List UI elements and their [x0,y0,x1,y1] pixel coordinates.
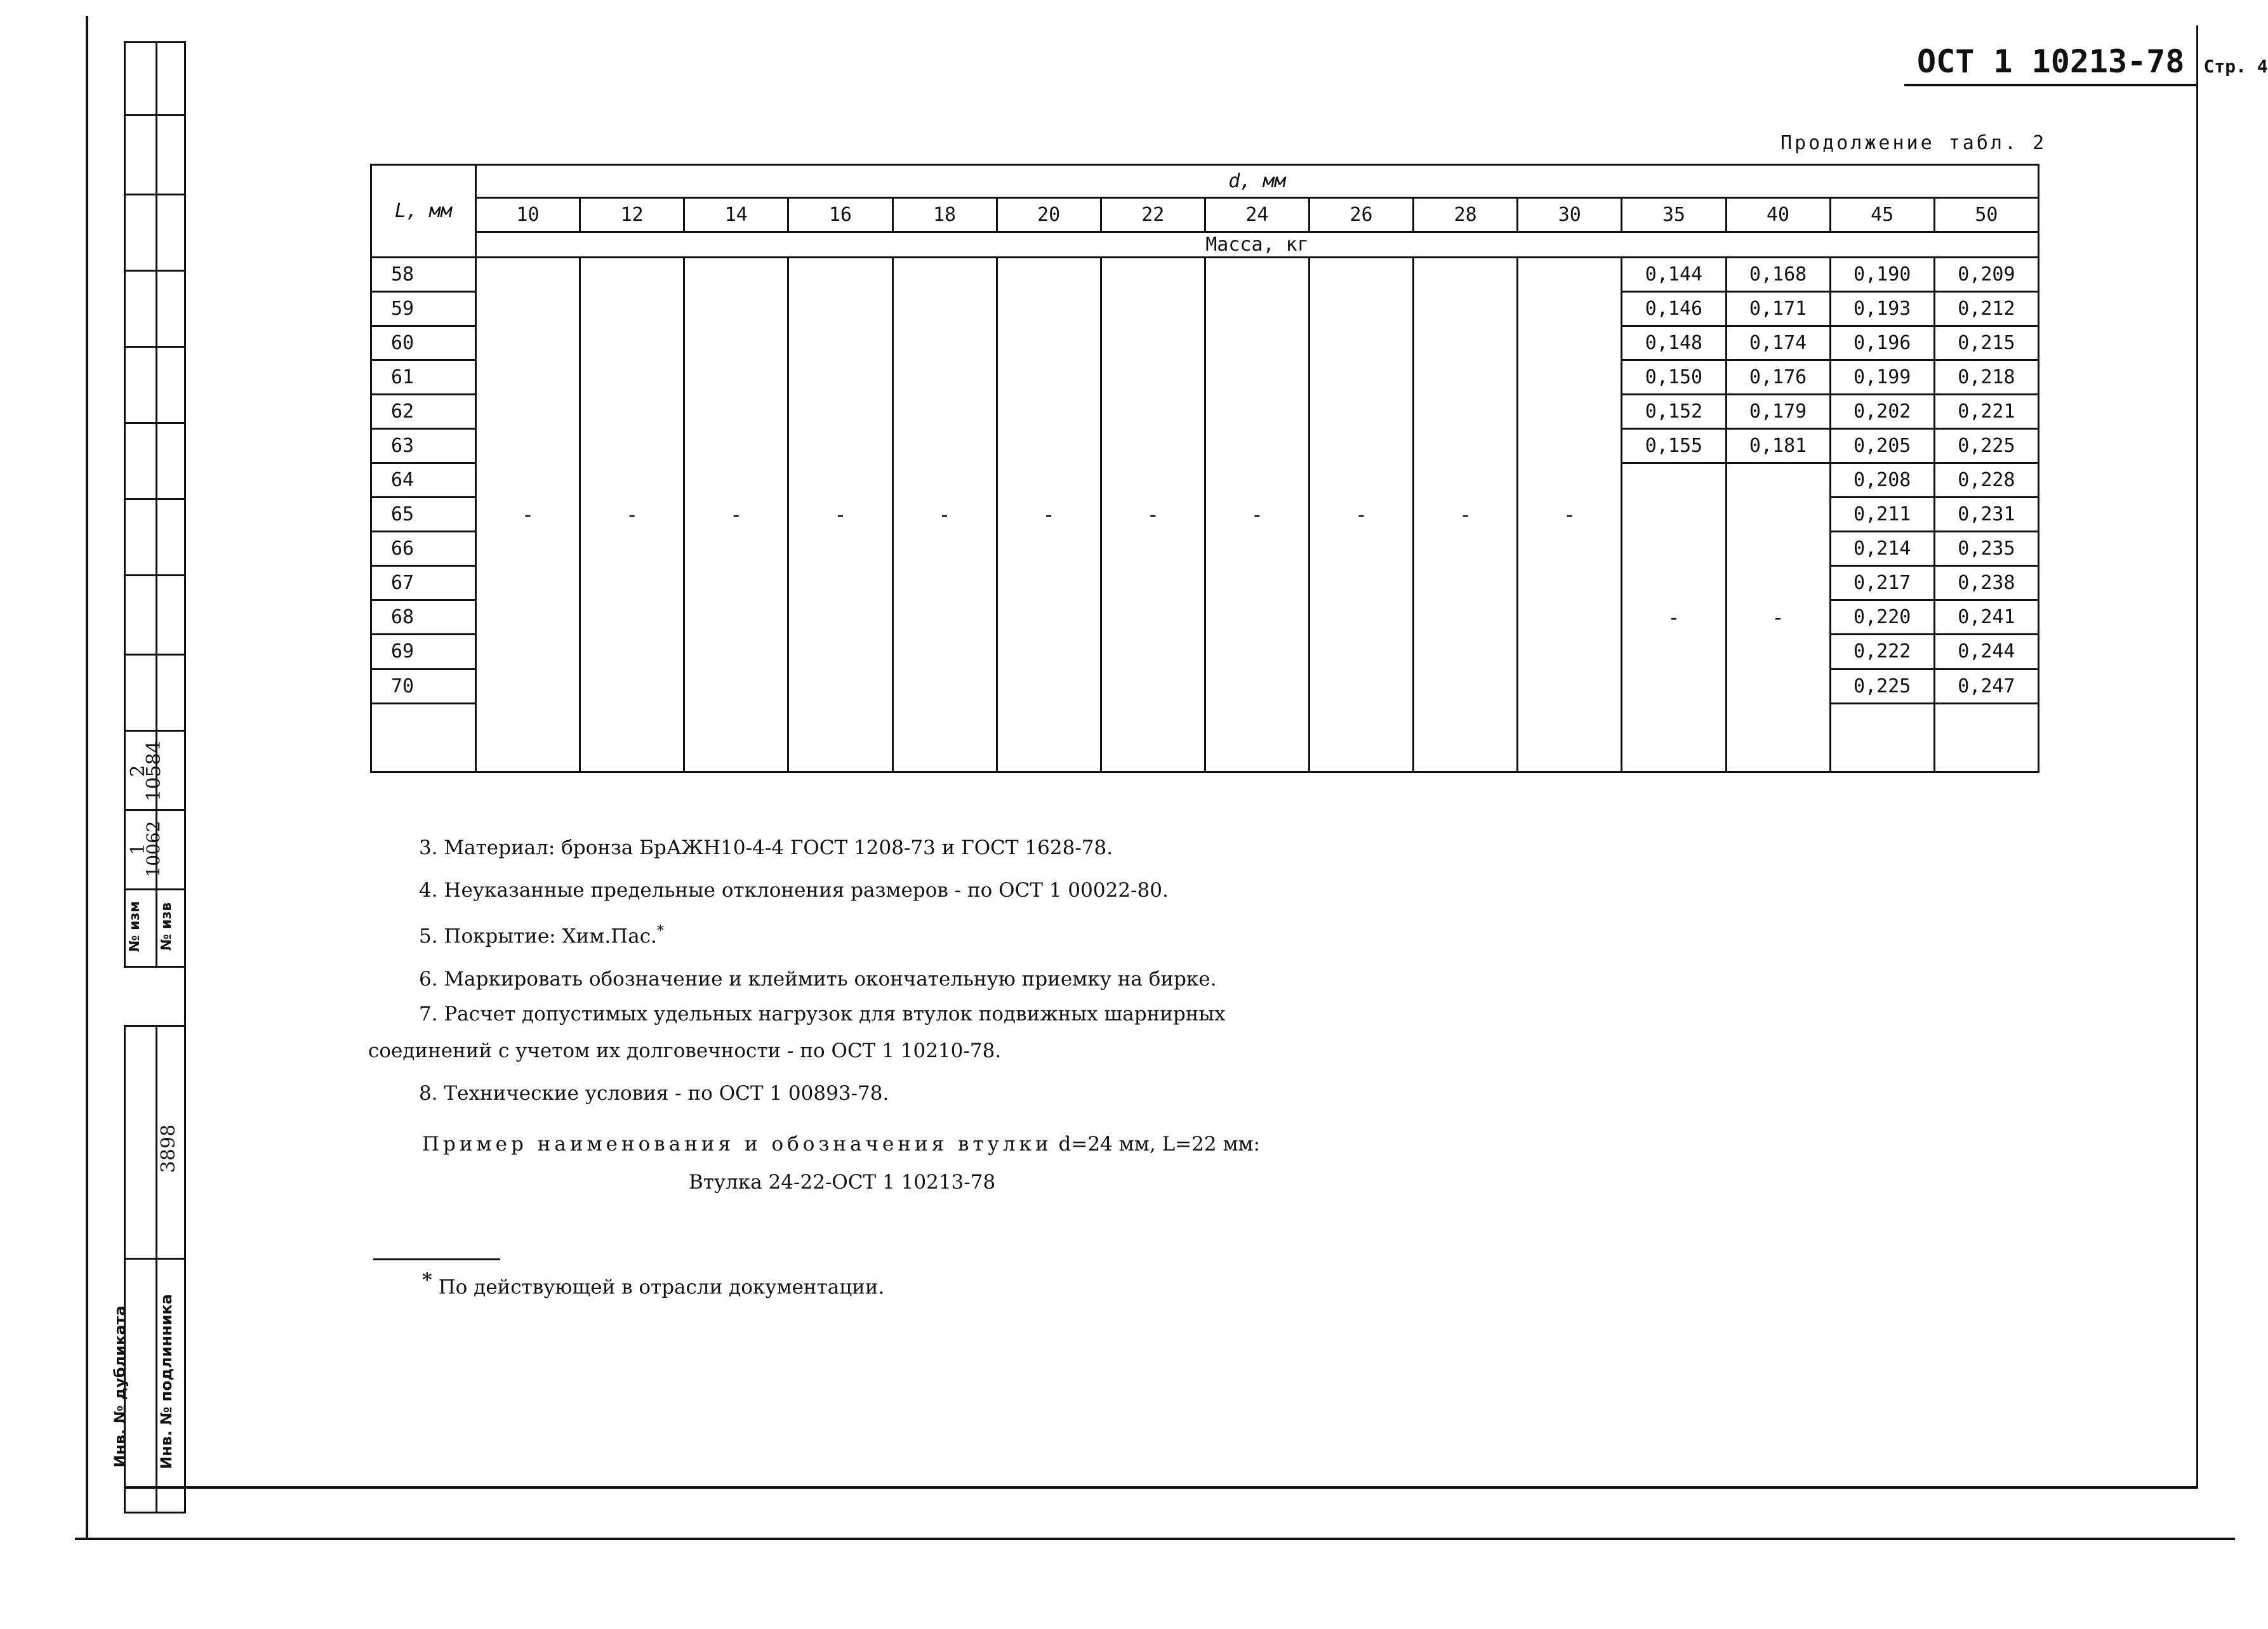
page-label: Стр. 4 [2203,56,2268,77]
mass-value: 0,144 [1622,257,1726,291]
mass-table [370,164,2039,773]
frame-inner-right [2196,25,2198,1488]
table-caption: Продолжение табл. 2 [1781,132,2047,154]
d-value: 22 [1101,198,1205,232]
l-value: 64 [371,463,476,498]
note-5-mark: * [656,923,664,939]
stamp-row-8 [124,654,185,656]
d-value: 16 [788,198,892,232]
dash-cell: - [1310,257,1414,772]
d-value: 24 [1205,198,1309,232]
footnote [422,1269,884,1298]
stamp-row-1 [124,114,185,116]
stamp-row-5 [124,422,185,424]
mass-value: 0,241 [1934,600,2038,635]
inventory-number: 3898 [157,1124,180,1173]
duplicate-inv-label: Инв. № дубликата [111,1305,129,1468]
note-6: 6. Маркировать обозначение и клеймить окончательную приемку на бирке. [419,968,1217,991]
mass-value: 0,152 [1622,394,1726,428]
d-header: d, мм [476,165,2039,198]
note-4: 4. Неуказанные предельные отклонения размеров - по ОСТ 1 00022-80. [419,879,1169,902]
rev-label: № изм [127,900,143,953]
l-value: 66 [371,532,476,566]
d-value: 28 [1414,198,1518,232]
d-value: 40 [1726,198,1830,232]
dash-cell: - [1205,257,1309,772]
mass-value: 0,171 [1726,291,1830,326]
mass-value: 0,150 [1622,360,1726,394]
l-value: 58 [371,257,476,291]
notice-number-2: 10584 [143,741,165,801]
empty-cell [1934,703,2038,772]
mass-value: 0,215 [1934,326,2038,360]
d-value: 35 [1622,198,1726,232]
stamp-row-11 [124,888,185,890]
dash-cell: - [997,257,1101,772]
example-params: d=24 мм, L=22 мм: [1058,1133,1261,1156]
dash-cell: - [1101,257,1205,772]
mass-value: 0,214 [1830,532,1934,566]
note-5-text: 5. Покрытие: Хим.Пас. [419,925,657,948]
empty-cell [1830,703,1934,772]
stamp-row-4 [124,346,185,348]
stamp-row-2 [124,194,185,195]
dash-cell: - [684,257,788,772]
mass-value: 0,221 [1934,394,2038,428]
mass-header: Масса, кг [476,232,2039,258]
l-value: 63 [371,428,476,463]
mass-value: 0,228 [1934,463,2038,498]
example-line [422,1133,1260,1156]
dash-cell: - [788,257,892,772]
mass-value: 0,199 [1830,360,1934,394]
mass-value: 0,217 [1830,566,1934,600]
stamp-row-6 [124,498,185,500]
mass-value: 0,193 [1830,291,1934,326]
frame-left-outer [86,16,88,1539]
mass-value: 0,179 [1726,394,1830,428]
note-8: 8. Технические условия - по ОСТ 1 00893-78. [419,1082,889,1105]
mass-value: 0,181 [1726,428,1830,463]
stamp-row-12 [124,966,185,968]
mass-value: 0,196 [1830,326,1934,360]
l-value: 65 [371,498,476,532]
l-value: 68 [371,600,476,635]
note-5 [419,923,664,947]
stamp-top [124,41,185,43]
l-header: L, мм [371,165,476,258]
stamp-col-left [124,41,126,968]
rev-number-2: 2 [127,765,149,777]
mass-value: 0,238 [1934,566,2038,600]
d-value: 20 [997,198,1101,232]
mass-value: 0,244 [1934,635,2038,669]
mass-value: 0,225 [1830,669,1934,703]
mass-value: 0,176 [1726,360,1830,394]
mass-value: 0,231 [1934,498,2038,532]
mass-value: 0,218 [1934,360,2038,394]
l-value: 62 [371,394,476,428]
lower-stamp-divider [124,1258,185,1260]
mass-value: 0,146 [1622,291,1726,326]
d-value: 12 [580,198,684,232]
dash-cell: - [892,257,997,772]
dash-cell: - [1622,463,1726,772]
mass-value: 0,247 [1934,669,2038,703]
dash-cell: - [1414,257,1518,772]
dash-cell: - [580,257,684,772]
dash-cell: - [476,257,580,772]
stamp-row-3 [124,270,185,272]
d-value: 30 [1518,198,1622,232]
dash-cell: - [1518,257,1622,772]
original-inv-label: Инв. № подлинника [157,1294,175,1469]
dash-cell: - [1726,463,1830,772]
d-value: 26 [1310,198,1414,232]
rev-number-1: 1 [127,843,149,855]
l-value: 70 [371,669,476,703]
d-value: 10 [476,198,580,232]
mass-value: 0,212 [1934,291,2038,326]
note-7b: соединений с учетом их долговечности - по ОСТ 1 10210-78. [368,1039,1002,1062]
frame-bottom-outer [75,1538,2235,1540]
frame-inner-bottom [124,1486,2198,1489]
mass-value: 0,235 [1934,532,2038,566]
frame-inner-left [184,41,186,1514]
footnote-text: По действующей в отрасли документации. [438,1276,885,1299]
l-value: 59 [371,291,476,326]
mass-value: 0,208 [1830,463,1934,498]
l-value: 61 [371,360,476,394]
mass-value: 0,222 [1830,635,1934,669]
footnote-rule [373,1258,500,1260]
example-prefix: Пример наименования и обозначения втулки [422,1133,1052,1156]
d-value: 14 [684,198,788,232]
l-value: 69 [371,635,476,669]
note-3: 3. Материал: бронза БрАЖН10-4-4 ГОСТ 1208-73 и ГОСТ 1628-78. [419,836,1113,859]
mass-value: 0,202 [1830,394,1934,428]
example-name: Втулка 24-22-ОСТ 1 10213-78 [689,1171,996,1194]
doc-code-text: ОСТ 1 10213-78 [1917,43,2185,80]
mass-value: 0,174 [1726,326,1830,360]
empty-cell [371,703,476,772]
mass-value: 0,168 [1726,257,1830,291]
d-value: 45 [1830,198,1934,232]
mass-value: 0,211 [1830,498,1934,532]
d-value: 50 [1934,198,2038,232]
mass-value: 0,225 [1934,428,2038,463]
mass-value: 0,209 [1934,257,2038,291]
mass-value: 0,190 [1830,257,1934,291]
l-value: 60 [371,326,476,360]
mass-value: 0,155 [1622,428,1726,463]
notice-label: № изв [159,902,175,951]
mass-value: 0,205 [1830,428,1934,463]
lower-stamp-bottom [124,1512,185,1514]
mass-value: 0,220 [1830,600,1934,635]
lower-stamp-top [124,1025,185,1027]
l-value: 67 [371,566,476,600]
header-underline [1904,84,2196,86]
doc-code [1917,43,2268,80]
stamp-row-7 [124,574,185,576]
note-7a: 7. Расчет допустимых удельных нагрузок для втулок подвижных шарнирных [419,1003,1226,1026]
d-value: 18 [892,198,997,232]
notice-number-1: 10062 [143,821,164,878]
mass-value: 0,148 [1622,326,1726,360]
footnote-mark: * [422,1269,432,1291]
